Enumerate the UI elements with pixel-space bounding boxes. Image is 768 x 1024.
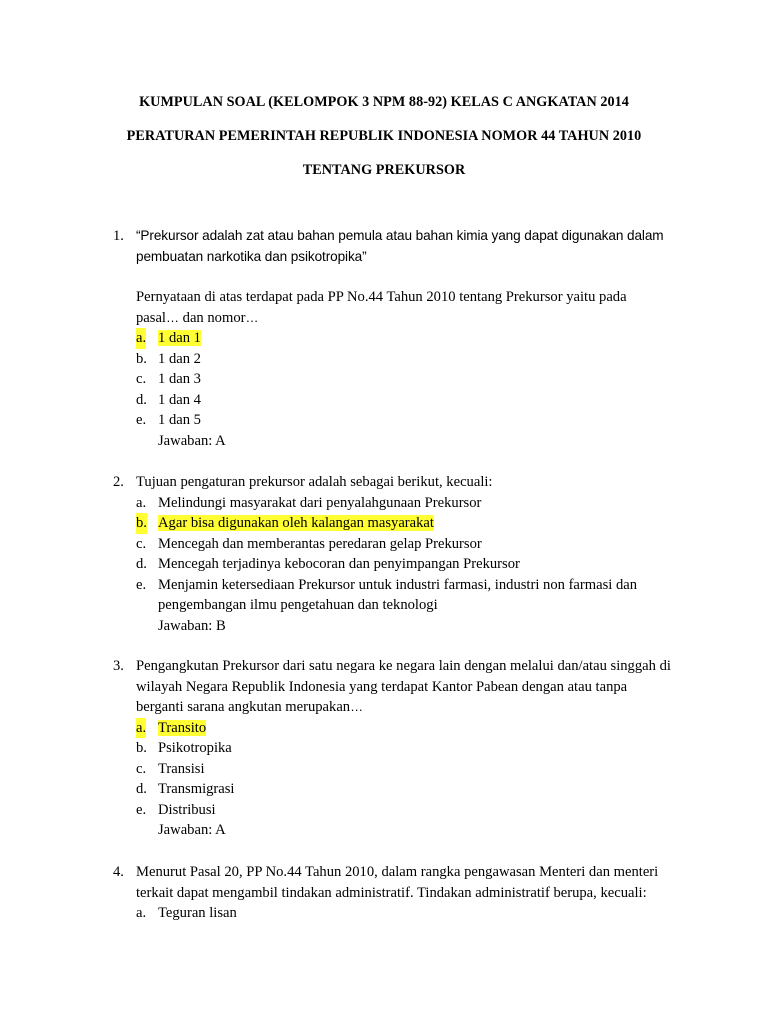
option-e: e. Menjamin ketersediaan Prekursor untuk industri farmasi, industri non farmasi dan pengembangan ilmu pengetahuan dan teknologi [136, 576, 638, 613]
option-c: c. 1 dan 3 [136, 371, 201, 387]
question-4 [113, 862, 673, 924]
option-d: d. Transmigrasi [136, 781, 235, 797]
option-a: a. Teguran lisan [136, 905, 237, 921]
title-line-2: PERATURAN PEMERINTAH REPUBLIK INDONESIA NOMOR 44 TAHUN 2010 [126, 128, 642, 144]
answer-key: Jawaban: B [158, 617, 226, 634]
question-number: 2. [113, 474, 124, 490]
answer-key: Jawaban: A [158, 432, 226, 449]
title-line-1: KUMPULAN SOAL (KELOMPOK 3 NPM 88-92) KELAS C ANGKATAN 2014 [139, 94, 629, 110]
question-quote: “Prekursor adalah zat atau bahan pemula atau bahan kimia yang dapat digunakan dalam pembuatan narkotika dan psikotropika” [136, 228, 664, 264]
answer-key: Jawaban: A [158, 822, 226, 838]
option-e: e. 1 dan 5 [136, 412, 201, 428]
option-b: b. 1 dan 2 [136, 350, 201, 367]
option-b: b. Psikotropika [136, 740, 232, 756]
question-number: 3. [113, 658, 124, 674]
option-b: b. Agar bisa digunakan oleh kalangan masyarakat [136, 513, 673, 534]
option-a: a. 1 dan 1 [136, 328, 673, 349]
option-a: a. Transito [136, 718, 673, 739]
question-number: 1. [113, 228, 124, 244]
question-number: 4. [113, 864, 124, 880]
question-text: Pernyataan di atas terdapat pada PP No.44 Tahun 2010 tentang Prekursor yaitu pada pasal… dan nomor… [136, 289, 627, 326]
option-d: d. 1 dan 4 [136, 391, 201, 408]
question-2 [113, 472, 673, 636]
option-c: c. Mencegah dan memberantas peredaran gelap Prekursor [136, 535, 482, 552]
title-line-3: TENTANG PREKURSOR [302, 162, 466, 178]
option-a: a. Melindungi masyarakat dari penyalahgunaan Prekursor [136, 494, 482, 511]
question-text: Pengangkutan Prekursor dari satu negara ke negara lain dengan melalui dan/atau singgah di wilayah Negara Republik Indonesia yang terdapat Kantor Pabean dengan atau tanpa berganti sarana angkutan merupakan… [136, 658, 671, 715]
question-text: Menurut Pasal 20, PP No.44 Tahun 2010, dalam rangka pengawasan Menteri dan menteri terkait dapat mengambil tindakan administratif. Tindakan administratif berupa, kecuali: [136, 864, 659, 901]
option-d: d. Mencegah terjadinya kebocoran dan penyimpangan Prekursor [136, 556, 520, 572]
option-c: c. Transisi [136, 760, 205, 777]
option-e: e. Distribusi [136, 801, 216, 818]
question-1 [113, 226, 673, 451]
question-3 [113, 656, 673, 841]
question-text: Tujuan pengaturan prekursor adalah sebagai berikut, kecuali: [136, 474, 493, 490]
